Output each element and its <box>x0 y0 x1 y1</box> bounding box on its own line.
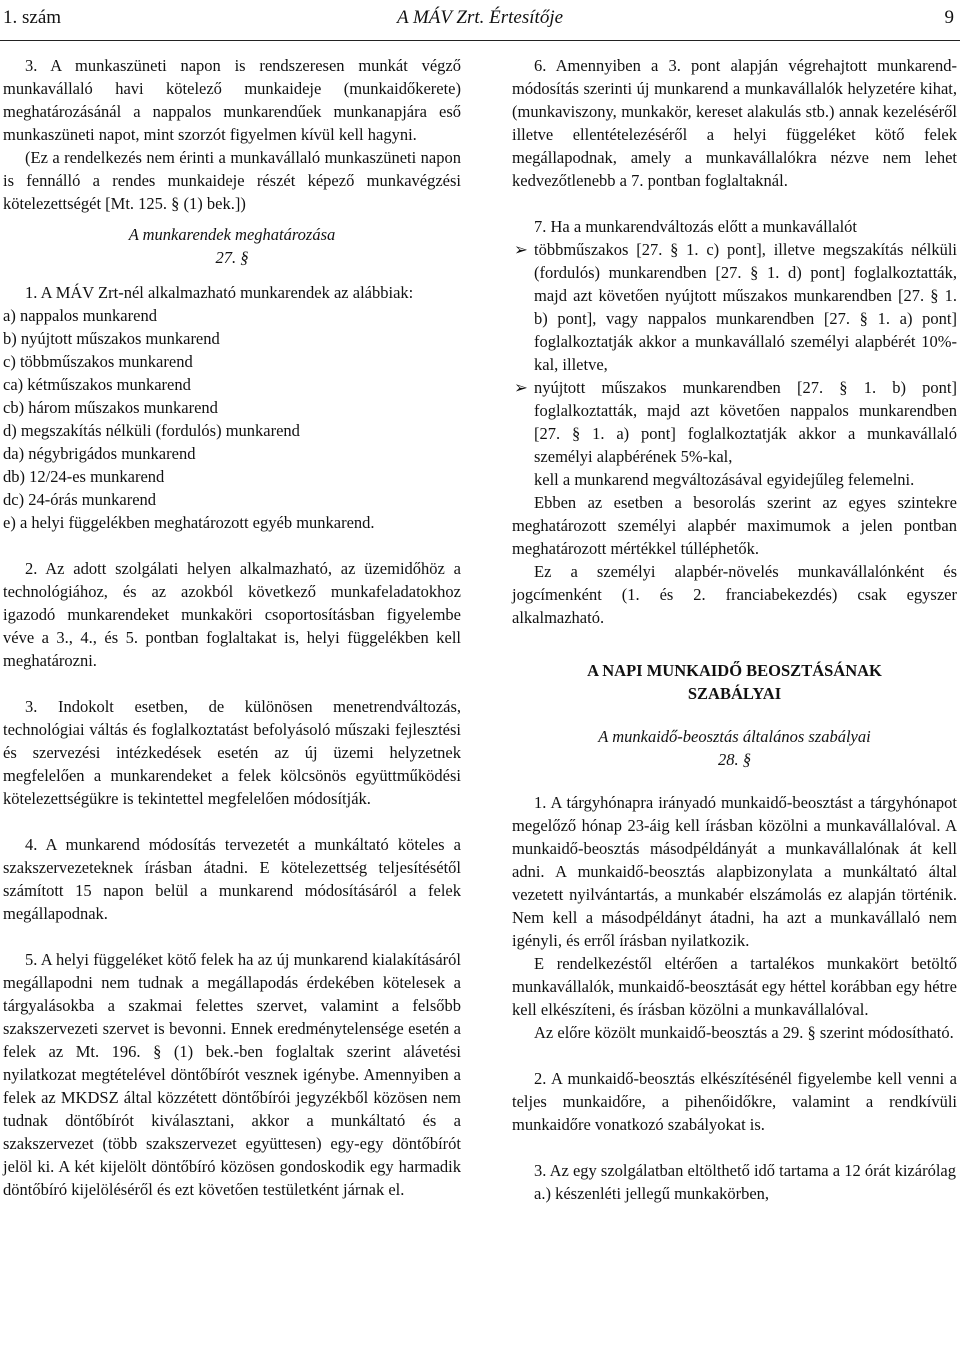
section-title-line-1: A NAPI MUNKAIDŐ BEOSZTÁSÁNAK <box>587 661 882 680</box>
paragraph-r1c: Az előre közölt munkaidő-beosztás a 29. § szerint módosítható. <box>534 1023 954 1042</box>
paragraph-7: 7. Ha a munkarendváltozás előtt a munkavállalót <box>534 217 858 236</box>
paragraph-7b: Ebben az esetben a besorolás szerint az egyes szintekre meghatározott személyi alapbér maximumok a jelen pontban meghatározott mértékkel túlléphetők. <box>512 493 957 558</box>
list-item: ca) kétműszakos munkarend <box>3 375 191 394</box>
left-column <box>3 54 461 1201</box>
list-item: cb) három műszakos munkarend <box>3 398 218 417</box>
list-item: b) nyújtott műszakos munkarend <box>3 329 220 348</box>
list-item: dc) 24-órás munkarend <box>3 490 157 509</box>
paragraph-2: 2. Az adott szolgálati helyen alkalmazható, az üzemidőhöz a technológiához, és az azokból következő munkafeladatokhoz igazodó munkarendeket munkaköri csoportosításban figyelembe véve a 3., 4., és 5. pontban foglaltakat is, helyi függelékben kell meghatározni. <box>3 559 461 670</box>
bullet-item-2: ➢ nyújtott műszakos munkarendben [27. § 1. b) pont] foglalkoztatták, majd azt követően nappalos munkarendben [27. § 1. a) pont] foglalkoztatják akkor a munkavállaló személyi alapbérének 5%-kal, <box>514 378 957 466</box>
paragraph-r1b: E rendelkezéstől eltérően a tartalékos munkakört betöltő munkavállalók, munkaidő-beosztását egy héttel korábban egy hétre kell elkészíteni, és írásban közölni a munkavállalóval. <box>512 954 957 1019</box>
subsection-title: A munkaidő-beosztás általános szabályai <box>598 727 871 746</box>
paragraph-5: 5. A helyi függeléket kötő felek ha az új munkarend kialakításáról megállapodni nem tudnak a megállapodás érdekében kötelesek a tárgyalásokba a szakmai felettes szervet, valamint a felsőbb szakszervezeti szervet is bevonni. Ennek eredménytelensége esetén a felek az Mt. 196. § (1) bek.-ben foglaltak szerint alávetési nyilatkozat megtételével döntőbírót vesznek igénybe. Amennyiben a felek az MKDSZ által közzétett döntőbírói jegyzékből közösen nem tudnak döntőbírót kiválasztani, akkor a munkáltató és a szakszervezet (több szakszervezet együttesen) egy-egy döntőbírót jelöl ki. A két kijelölt döntőbíró közösen gondoskodik egy harmadik döntőbíró kijelöléséről és ezt követően testületként járnak el. <box>3 950 461 1199</box>
paragraph-6: 6. Amennyiben a 3. pont alapján végrehajtott munkarend-módosítás szerinti új munkarend a munkavállalók helyzetére kihat, (munkaviszony, munkakör, kereset alakulás stb.) annak kezeléséről illetve ellentételezéséről a helyi függeléket kötő felek megállapodnak, amely a munkavállalókra nézve nem lehet kedvezőtlenebb a 7. pontban foglaltaknál. <box>512 56 957 190</box>
page-number: 9 <box>944 7 954 28</box>
arrow-bullet-icon: ➢ <box>514 378 528 397</box>
right-column <box>512 54 957 1205</box>
arrow-bullet-icon: ➢ <box>514 240 528 259</box>
paragraph-3: 3. A munkaszüneti napon is rendszeresen munkát végző munkavállaló havi kötelező munkaideje (munkaidőkerete) meghatározásánál a nappalos munkarendűek munkanapjára eső munkaszüneti napot, mint szorzót figyelmen kívül kell hagyni. <box>3 56 461 144</box>
list-item-e: e) a helyi függelékben meghatározott egyéb munkarend. <box>3 513 375 532</box>
paragraph-7c: Ez a személyi alapbér-növelés munkavállalónként és jogcímenként (1. és 2. franciabekezdés) csak egyszer alkalmazható. <box>512 562 957 627</box>
paragraph-3b: 3. Indokolt esetben, de különösen menetrendváltozás, technológiai váltás és foglalkoztatást befolyásoló műszaki fejlesztési és szervezési intézkedések esetén az új üzemi helyzetnek megfelelően a munkarendeket a felek kölcsönös együttműködési kötelezettségükre is tekintettel megfelelően módosítják. <box>3 697 461 808</box>
list-item: d) megszakítás nélküli (fordulós) munkarend <box>3 421 300 440</box>
paragraph-1: 1. A MÁV Zrt-nél alkalmazható munkarendek az alábbiak: <box>25 283 414 302</box>
paragraph-r1: 1. A tárgyhónapra irányadó munkaidő-beosztást a tárgyhónapot megelőző hónap 23-áig kell írásban közölni a munkavállalóval. A munkaidő-beosztás másodpéldányát a munkavállalónak át kell adni. A munkaidő-beosztás alapbizonylata a munkáltató által vezetett nyilvántartás, a munkabér elszámolás ez alapján történik. Nem kell a másodpéldányt átadni, ha azt a munkavállaló nem igényli, és erről írásban nyilatkozik. <box>512 793 957 950</box>
paragraph-3-note: (Ez a rendelkezés nem érinti a munkavállaló munkaszüneti napon is fennálló a rendes munkaideje részét képező munkavégzési kötelezettségét [Mt. 125. § (1) bek.]) <box>3 148 461 213</box>
section-number: 27. § <box>215 248 249 267</box>
paragraph-4: 4. A munkarend módosítás tervezetét a munkáltató köteles a szakszervezeteknek írásban átadni. E kötelezettség teljesítésétől számított 15 napon belül a munkarend módosításáról a felek megállapodnak. <box>3 835 461 923</box>
list-item: a) nappalos munkarend <box>3 306 157 325</box>
section-title-line-2: SZABÁLYAI <box>687 684 782 703</box>
paragraph-7-end: kell a munkarend megváltozásával egyidejűleg felemelni. <box>534 470 915 489</box>
list-item: db) 12/24-es munkarend <box>3 467 165 486</box>
paragraph-r2: 2. A munkaidő-beosztás elkészítésénél figyelembe kell venni a teljes munkaidőre, a pihenőidőkre, valamint a rendkívüli munkaidőre vonatkozó szabályokat is. <box>512 1069 957 1134</box>
section-title: A munkarendek meghatározása <box>128 225 336 244</box>
paragraph-r3: 3. Az egy szolgálatban eltölthető idő tartama a 12 órát kizárólag <box>534 1161 956 1180</box>
list-item: da) négybrigádos munkarend <box>3 444 196 463</box>
list-item: c) többműszakos munkarend <box>3 352 193 371</box>
subsection-number: 28. § <box>718 750 751 769</box>
page-header <box>0 0 960 41</box>
issue-number: 1. szám <box>3 7 62 28</box>
publication-title: A MÁV Zrt. Értesítője <box>396 7 564 28</box>
bullet-item-1: ➢ többműszakos [27. § 1. c) pont], illetve megszakítás nélküli (fordulós) munkarendben [27. § 1. d) pont] foglalkoztatták, majd azt követően nyújtott műszakos munkarendben [27. § 1. b) pont], vagy nappalos munkarendben [27. § 1. a) pont] foglalkoztatják akkor a munkavállaló személyi alapbérét 10%-kal, illetve, <box>514 240 957 374</box>
paragraph-r3a: a.) készenléti jellegű munkakörben, <box>534 1184 770 1203</box>
